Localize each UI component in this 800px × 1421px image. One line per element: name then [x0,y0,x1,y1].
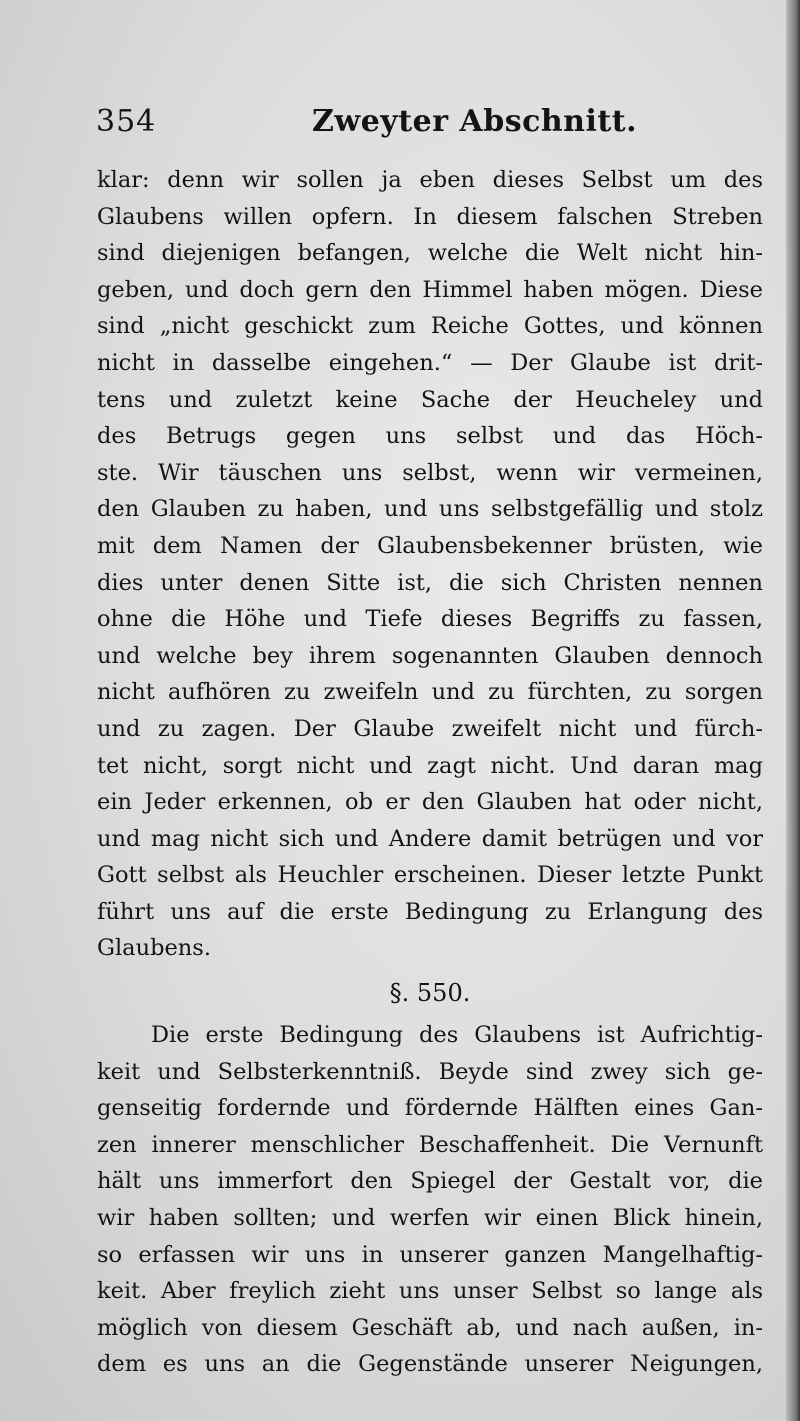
text-line: möglich von diesem Geschäft ab, und nach außen, in- [97,1314,763,1341]
section-heading: Zweyter Abschnitt. [312,104,638,139]
text-line: Gott selbst als Heuchler erscheinen. Dieser letzte Punkt [97,862,763,889]
text-line: geben, und doch gern den Himmel haben mögen. Diese [97,276,763,303]
running-head [96,104,760,148]
text-line: Die erste Bedingung des Glaubens ist Aufrichtig- [151,1022,763,1049]
text-line: ste. Wir täuschen uns selbst, wenn wir vermeinen, [97,459,763,486]
text-line: ein Jeder erkennen, ob er den Glauben hat oder nicht, [97,789,763,816]
text-line: und welche bey ihrem sogenannten Glauben dennoch [97,642,763,669]
text-line: Glaubens willen opfern. In diesem falschen Streben [97,203,763,230]
section-marker: §. 550. [389,979,471,1008]
text-line: genseitig fordernde und fördernde Hälften eines Gan- [97,1095,763,1122]
text-line: klar: denn wir sollen ja eben dieses Selbst um des [97,167,763,193]
text-line: und zu zagen. Der Glaube zweifelt nicht und fürch- [97,715,763,742]
text-line: führt uns auf die erste Bedingung zu Erlangung des [97,898,763,925]
body-text [97,162,763,1383]
page-number: 354 [96,104,157,139]
text-line: keit. Aber freylich zieht uns unser Selbst so lange als [97,1278,763,1305]
text-line: wir haben sollten; und werfen wir einen Blick hinein, [97,1205,763,1232]
text-line: des Betrugs gegen uns selbst und das Höch- [97,423,763,450]
text-line: und mag nicht sich und Andere damit betrügen und vor [97,825,763,852]
text-line: so erfassen wir uns in unserer ganzen Mangelhaftig- [97,1241,763,1268]
text-line: nicht in dasselbe eingehen.“ — Der Glaube ist drit- [97,349,763,376]
text-line: sind „nicht geschickt zum Reiche Gottes, und können [97,313,763,340]
text-line: mit dem Namen der Glaubensbekenner brüsten, wie [97,532,763,559]
text-line: zen innerer menschlicher Beschaffenheit. Die Vernunft [97,1131,763,1158]
text-line: den Glauben zu haben, und uns selbstgefällig und stolz [97,496,763,523]
text-line: sind diejenigen befangen, welche die Welt nicht hin- [97,240,763,267]
text-line: dies unter denen Sitte ist, die sich Christen nennen [97,569,763,596]
text-line: Glaubens. [97,935,211,962]
text-line: keit und Selbsterkenntniß. Beyde sind zwey sich ge- [97,1058,763,1085]
paragraph-2 [97,1017,763,1383]
text-line: ohne die Höhe und Tiefe dieses Begriffs zu fassen, [97,606,763,633]
text-line: tens und zuletzt keine Sache der Heucheley und [97,386,763,413]
paragraph-1 [97,162,763,967]
text-line: hält uns immerfort den Spiegel der Gestalt vor, die [97,1168,763,1195]
text-line: dem es uns an die Gegenstände unserer Neigungen, [97,1351,763,1378]
text-line: tet nicht, sorgt nicht und zagt nicht. Und daran mag [97,752,763,779]
page-edge-shadow [786,0,800,1421]
text-line: nicht aufhören zu zweifeln und zu fürchten, zu sorgen [97,679,763,706]
